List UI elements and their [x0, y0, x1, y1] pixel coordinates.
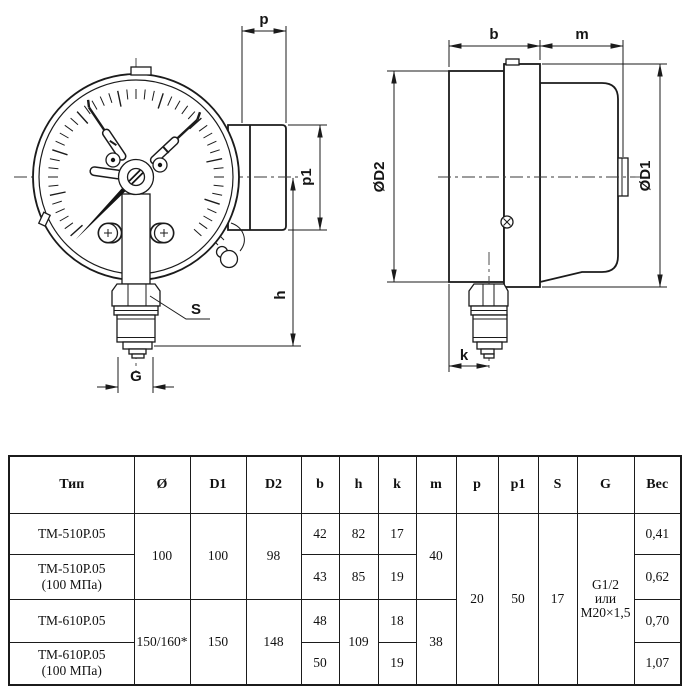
- dim-label-d1: ØD1: [637, 160, 654, 192]
- case-flange: [449, 71, 504, 282]
- zero-adjust-tab: [131, 67, 151, 75]
- cell-p: 20: [456, 513, 498, 685]
- cell-ves: 1,07: [634, 642, 681, 685]
- process-connection-front: [112, 284, 160, 358]
- bezel-ring: [504, 64, 540, 287]
- cell-m: 38: [416, 599, 456, 685]
- cell-h: 85: [339, 554, 378, 599]
- cell-s: 17: [538, 513, 577, 685]
- cell-k: 19: [378, 554, 416, 599]
- bezel-screw: [501, 216, 513, 228]
- cell-h: 109: [339, 599, 378, 685]
- process-connection-side: [469, 284, 508, 358]
- header-d1: D1: [190, 456, 246, 513]
- thread-option-1: G1/2: [592, 576, 619, 592]
- dim-p1: [288, 125, 327, 230]
- cell-type: [9, 642, 134, 685]
- bezel-tab: [506, 59, 519, 65]
- side-view: [371, 26, 667, 372]
- cell-k: 17: [378, 513, 416, 554]
- header-d2: D2: [246, 456, 301, 513]
- rear-case: [540, 83, 618, 282]
- cell-ves: 0,70: [634, 599, 681, 642]
- type-name: ТМ-510Р.05: [37, 560, 106, 576]
- dim-label-k: k: [459, 347, 469, 364]
- dim-b: [449, 26, 540, 67]
- cell-type: ТМ-610Р.05: [9, 599, 134, 642]
- cell-ves: 0,62: [634, 554, 681, 599]
- header-b: b: [301, 456, 339, 513]
- table-row: [9, 513, 681, 554]
- header-g: G: [577, 456, 634, 513]
- cell-type: ТМ-510Р.05: [9, 513, 134, 554]
- cell-k: 18: [378, 599, 416, 642]
- header-h: h: [339, 456, 378, 513]
- dim-label-h: h: [272, 290, 289, 300]
- cell-b: 42: [301, 513, 339, 554]
- dimension-spec-table: [8, 455, 682, 686]
- cell-ves: 0,41: [634, 513, 681, 554]
- header-m: m: [416, 456, 456, 513]
- table-header-row: [9, 456, 681, 513]
- center-hub: [119, 160, 154, 195]
- dim-label-p: p: [259, 11, 269, 28]
- dim-g: [97, 357, 174, 393]
- header-k: k: [378, 456, 416, 513]
- front-view: [14, 11, 327, 393]
- header-p1: p1: [498, 456, 538, 513]
- thread-or: или: [594, 590, 617, 606]
- cell-g: [577, 513, 634, 685]
- cell-b: 48: [301, 599, 339, 642]
- header-ves: Вес: [634, 456, 681, 513]
- thread-option-2: M20×1,5: [580, 604, 631, 620]
- header-p: p: [456, 456, 498, 513]
- cell-d2: 98: [246, 513, 301, 599]
- cell-d1: 150: [190, 599, 246, 685]
- cell-b: 50: [301, 642, 339, 685]
- cell-d2: 148: [246, 599, 301, 685]
- cell-o: 150/160*: [134, 599, 190, 685]
- header-s: S: [538, 456, 577, 513]
- dim-label-m: m: [575, 26, 589, 43]
- cell-k: 19: [378, 642, 416, 685]
- cell-b: 43: [301, 554, 339, 599]
- type-note: (100 МПа): [41, 576, 102, 592]
- type-note: (100 МПа): [41, 663, 102, 679]
- header-type: Тип: [9, 456, 134, 513]
- cell-p1: 50: [498, 513, 538, 685]
- cell-m: 40: [416, 513, 456, 599]
- cell-o: 100: [134, 513, 190, 599]
- dim-label-d2: ØD2: [371, 161, 388, 193]
- dim-label-s: S: [190, 301, 202, 318]
- dim-label-p1: p1: [298, 168, 315, 186]
- cell-h: 82: [339, 513, 378, 554]
- cell-d1: 100: [190, 513, 246, 599]
- dim-d2: [371, 71, 449, 282]
- dim-p: [242, 11, 286, 123]
- dim-label-b: b: [489, 26, 499, 43]
- dim-label-g: G: [130, 368, 142, 385]
- counterweight-arm: [94, 171, 118, 174]
- type-name: ТМ-610Р.05: [37, 647, 106, 663]
- cell-type: [9, 554, 134, 599]
- header-diameter: Ø: [134, 456, 190, 513]
